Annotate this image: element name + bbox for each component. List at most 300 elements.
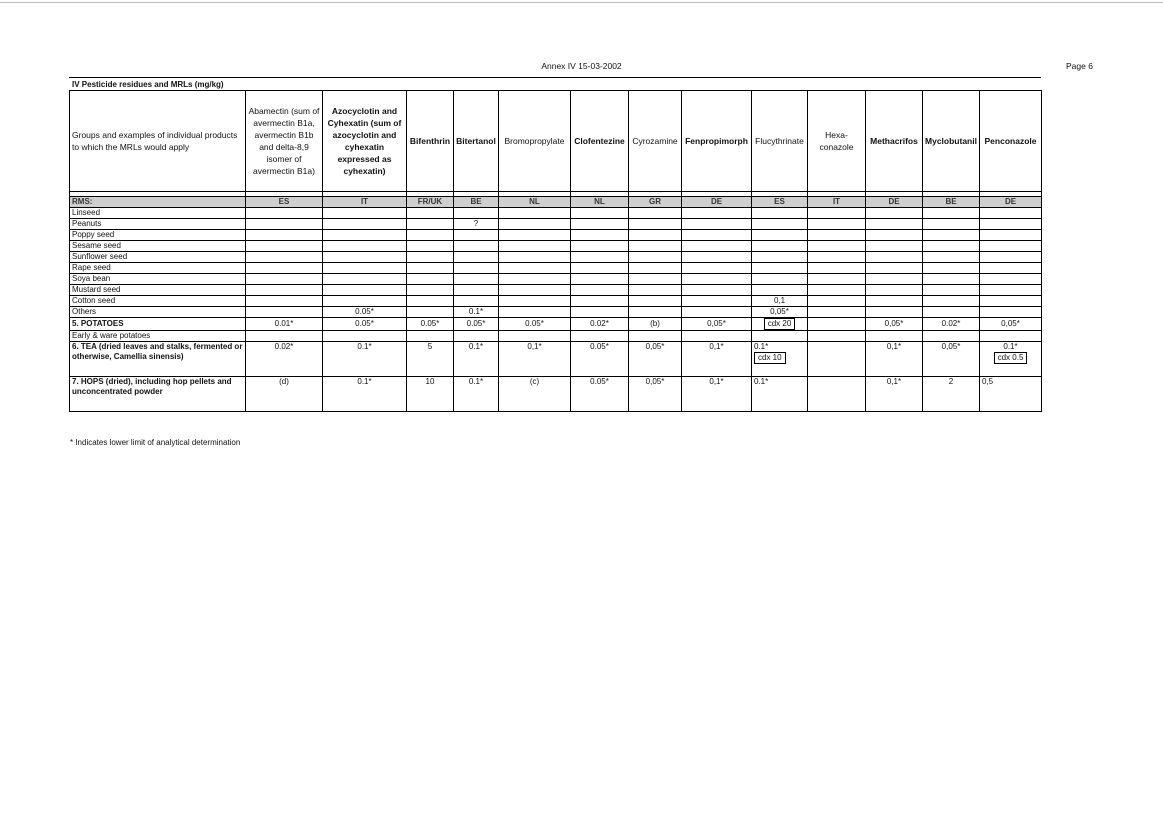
mrl-value-cell: [866, 285, 923, 296]
mrl-value-cell: [571, 208, 629, 219]
mrl-value-cell: [407, 296, 454, 307]
mrl-value-cell: [629, 263, 682, 274]
mrl-value-cell: [682, 241, 752, 252]
mrl-value-cell: [246, 219, 323, 230]
table-caption: IV Pesticide residues and MRLs (mg/kg): [72, 80, 224, 89]
mrl-value-cell: [407, 230, 454, 241]
rms-cell: DE: [866, 197, 923, 208]
product-label: Cotton seed: [72, 296, 116, 305]
mrl-value-cell: [866, 318, 923, 331]
mrl-value-cell: [866, 377, 923, 412]
product-cell: [70, 274, 246, 285]
mrl-value-cell: [866, 274, 923, 285]
mrl-value-cell: [407, 377, 454, 412]
mrl-value-cell: [752, 331, 808, 342]
mrl-value-cell: [866, 296, 923, 307]
mrl-value-cell: [808, 377, 866, 412]
mrl-value: 0.1*: [754, 342, 769, 351]
mrl-value-cell: [923, 318, 980, 331]
mrl-value-cell: [454, 331, 499, 342]
mrl-value-cell: [499, 263, 571, 274]
header-rule: [69, 77, 1041, 78]
mrl-value-cell: [980, 230, 1042, 241]
column-header-row: [70, 91, 1042, 192]
product-cell: [70, 252, 246, 263]
mrl-value: 0.1*: [357, 377, 372, 386]
product-cell: [70, 342, 246, 377]
mrl-value: ?: [473, 219, 479, 228]
mrl-value: 2: [948, 377, 954, 386]
mrl-value-cell: [808, 252, 866, 263]
mrl-value-cell: [682, 285, 752, 296]
footnote: * Indicates lower limit of analytical determination: [70, 438, 241, 447]
mrl-value-cell: [323, 318, 407, 331]
rms-cell: DE: [980, 197, 1042, 208]
mrl-value-cell: [323, 219, 407, 230]
mrl-value: 0.05*: [590, 342, 609, 351]
mrl-value-cell: [246, 274, 323, 285]
mrl-value: 0.05*: [355, 307, 374, 316]
mrl-value: 0.1*: [357, 342, 372, 351]
mrl-value-cell: [682, 219, 752, 230]
mrl-value: (c): [529, 377, 540, 386]
mrl-value-cell: [752, 377, 808, 412]
mrl-value-cell: [682, 296, 752, 307]
mrl-value-cell: [980, 263, 1042, 274]
table-row: [70, 307, 1042, 318]
mrl-value-cell: [980, 274, 1042, 285]
mrl-value-cell: [682, 331, 752, 342]
mrl-value-cell: [246, 208, 323, 219]
mrl-value-cell: [323, 285, 407, 296]
product-label: Linseed: [72, 208, 101, 217]
mrl-value-cell: [499, 296, 571, 307]
mrl-value-cell: [808, 230, 866, 241]
mrl-value-cell: [682, 263, 752, 274]
rms-cell: BE: [923, 197, 980, 208]
mrl-value: 0,05*: [941, 342, 961, 351]
mrl-value-cell: [923, 230, 980, 241]
mrl-value-cell: [323, 377, 407, 412]
mrl-value-cell: [454, 252, 499, 263]
mrl-value-cell: [980, 318, 1042, 331]
mrl-value: 0,05*: [884, 319, 904, 328]
mrl-value: 0.05*: [420, 319, 440, 328]
mrl-value: 0.02*: [590, 319, 609, 328]
column-header-methacrifos: Methacrifos: [866, 91, 923, 192]
rms-cell: FR/UK: [407, 197, 454, 208]
mrl-value-cell: [323, 230, 407, 241]
mrl-value-cell: [866, 331, 923, 342]
column-header-penconazole: Penconazole: [980, 91, 1042, 192]
mrl-value-cell: [323, 241, 407, 252]
mrl-value-cell: [682, 252, 752, 263]
mrl-value-cell: [571, 318, 629, 331]
rms-cell: NL: [571, 197, 629, 208]
mrl-value-cell: [752, 208, 808, 219]
mrl-value-cell: [323, 208, 407, 219]
product-label: Peanuts: [72, 219, 102, 228]
mrl-value-cell: [246, 342, 323, 377]
table-row: [70, 296, 1042, 307]
mrl-value-cell: [866, 208, 923, 219]
mrl-value-cell: [866, 241, 923, 252]
mrl-value-cell: [323, 342, 407, 377]
table-row: [70, 318, 1042, 331]
mrl-value: (d): [279, 377, 289, 386]
mrl-value: 0.1*: [754, 377, 769, 386]
mrl-value-cell: [752, 296, 808, 307]
mrl-value-cell: [454, 296, 499, 307]
column-header-flucythrinate: Flucythrinate: [752, 91, 808, 192]
rms-cell: BE: [454, 197, 499, 208]
table-row: [70, 285, 1042, 296]
mrl-value-cell: [866, 307, 923, 318]
mrl-value: 0.02*: [274, 342, 294, 351]
mrl-value-cell: [752, 274, 808, 285]
rms-row: [70, 197, 1042, 208]
table-row: [70, 252, 1042, 263]
mrl-value-cell: [808, 241, 866, 252]
product-label: Soya bean: [72, 274, 111, 283]
mrl-value-cell: [407, 318, 454, 331]
mrl-value: 0,05*: [645, 342, 665, 351]
mrl-value-cell: [808, 274, 866, 285]
mrl-value-cell: [629, 241, 682, 252]
mrl-value-cell: [980, 241, 1042, 252]
mrl-value: 0,1*: [527, 342, 542, 351]
mrl-value-cell: [571, 252, 629, 263]
mrl-value-cell: [454, 241, 499, 252]
column-header-clofentezine: Clofentezine: [571, 91, 629, 192]
mrl-value-cell: [866, 252, 923, 263]
cdx-annotation-box: cdx 0.5: [994, 352, 1028, 364]
mrl-value: 0,05*: [707, 319, 726, 328]
mrl-value: 0.01*: [274, 319, 294, 328]
product-cell: [70, 263, 246, 274]
mrl-value-cell: [246, 263, 323, 274]
product-cell: [70, 230, 246, 241]
mrl-value-cell: [454, 307, 499, 318]
mrl-value-cell: [752, 285, 808, 296]
table-row: [70, 263, 1042, 274]
mrl-value-cell: [571, 307, 629, 318]
mrl-value: 0.1*: [1003, 342, 1018, 351]
mrl-value-cell: [246, 377, 323, 412]
mrl-value-cell: [571, 241, 629, 252]
table-row: [70, 274, 1042, 285]
mrl-value-cell: [808, 331, 866, 342]
mrl-value-cell: [246, 296, 323, 307]
product-label: Poppy seed: [72, 230, 115, 239]
mrl-value-cell: [571, 342, 629, 377]
mrl-value-cell: [682, 318, 752, 331]
mrl-value-cell: [499, 342, 571, 377]
mrl-value-cell: [499, 331, 571, 342]
mrl-value-cell: [980, 331, 1042, 342]
product-label: Mustard seed: [72, 285, 121, 294]
mrl-value: 0,1*: [886, 377, 902, 386]
mrl-value-cell: [752, 230, 808, 241]
mrl-value-cell: [323, 296, 407, 307]
mrl-value-cell: [980, 219, 1042, 230]
mrl-value: 0,1: [773, 296, 786, 305]
rms-cell: GR: [629, 197, 682, 208]
cdx-annotation-box: cdx 10: [754, 352, 786, 364]
mrl-value: 0,1*: [709, 342, 724, 351]
mrl-value-cell: [808, 307, 866, 318]
mrl-value-cell: [499, 307, 571, 318]
mrl-value-cell: [323, 307, 407, 318]
mrl-value-cell: [571, 296, 629, 307]
mrl-value-cell: [571, 331, 629, 342]
mrl-value-cell: [454, 219, 499, 230]
table-row: [70, 230, 1042, 241]
rms-cell: NL: [499, 197, 571, 208]
product-label: 6. TEA (dried leaves and stalks, fermented or otherwise, Camellia sinensis): [72, 342, 243, 361]
mrl-value-cell: [499, 285, 571, 296]
mrl-value-cell: [752, 263, 808, 274]
mrl-value: 10: [425, 377, 435, 386]
mrl-value-cell: [454, 377, 499, 412]
mrl-value: 0.05*: [466, 319, 486, 328]
column-header-fenpropimorph: Fenpropimorph: [682, 91, 752, 192]
mrl-value-cell: [629, 274, 682, 285]
mrl-value-cell: [571, 274, 629, 285]
mrl-value: 0.1*: [468, 377, 484, 386]
mrl-value-cell: [923, 307, 980, 318]
mrl-value: 0.1*: [468, 307, 484, 316]
product-cell: [70, 296, 246, 307]
mrl-value: 0,05*: [645, 377, 665, 386]
mrl-value-cell: [246, 331, 323, 342]
mrl-value-cell: [499, 219, 571, 230]
mrl-value-cell: [923, 252, 980, 263]
mrl-value-cell: [407, 208, 454, 219]
product-cell: [70, 219, 246, 230]
product-cell: [70, 285, 246, 296]
mrl-value: 0,5: [982, 377, 994, 386]
mrl-value: 0.02*: [941, 319, 961, 328]
mrl-value-cell: [752, 219, 808, 230]
mrl-value: 0,05*: [770, 307, 789, 316]
mrl-value-cell: [752, 318, 808, 331]
mrl-value-cell: [454, 274, 499, 285]
product-cell: [70, 241, 246, 252]
mrl-value-cell: [629, 208, 682, 219]
mrl-value-cell: [629, 230, 682, 241]
mrl-value-cell: [923, 208, 980, 219]
mrl-value: 0,1*: [886, 342, 902, 351]
table-row: [70, 377, 1042, 412]
cdx-annotation-box: cdx 20: [764, 318, 796, 330]
mrl-value-cell: [629, 307, 682, 318]
table-row: [70, 342, 1042, 377]
table-row: [70, 331, 1042, 342]
scan-edge-line: [0, 2, 1163, 3]
mrl-value-cell: [752, 307, 808, 318]
mrl-value-cell: [980, 296, 1042, 307]
mrl-value-cell: [407, 274, 454, 285]
mrl-value: 5: [427, 342, 433, 351]
mrl-value-cell: [407, 241, 454, 252]
rms-cell: DE: [682, 197, 752, 208]
mrl-value: 0,1*: [709, 377, 724, 386]
mrl-value-cell: [571, 263, 629, 274]
rms-cell: RMS:: [70, 197, 246, 208]
mrl-value-cell: [808, 285, 866, 296]
mrl-value-cell: [629, 377, 682, 412]
mrl-value-cell: [923, 377, 980, 412]
mrl-value: 0.1*: [468, 342, 484, 351]
mrl-value-cell: [499, 274, 571, 285]
product-cell: [70, 318, 246, 331]
product-label: Early & ware potatoes: [72, 331, 151, 340]
mrl-value-cell: [454, 285, 499, 296]
mrl-value-cell: [752, 342, 808, 377]
mrl-value-cell: [499, 241, 571, 252]
mrl-value-cell: [923, 219, 980, 230]
mrl-value-cell: [407, 263, 454, 274]
rms-cell: IT: [808, 197, 866, 208]
mrl-value-cell: [323, 263, 407, 274]
mrl-value-cell: [682, 307, 752, 318]
mrl-value-cell: [629, 331, 682, 342]
mrl-value-cell: [454, 318, 499, 331]
column-header-bifenthrin: Bifenthrin: [407, 91, 454, 192]
mrl-value-cell: [923, 263, 980, 274]
mrl-value-cell: [866, 342, 923, 377]
mrl-value-cell: [407, 285, 454, 296]
mrl-value-cell: [571, 285, 629, 296]
mrl-value-cell: [752, 241, 808, 252]
column-header-myclobutanil: Myclobutanil: [923, 91, 980, 192]
mrl-value-cell: [571, 219, 629, 230]
table-row: [70, 219, 1042, 230]
rms-cell: IT: [323, 197, 407, 208]
mrl-value-cell: [808, 342, 866, 377]
product-label: 7. HOPS (dried), including hop pellets and unconcentrated powder: [72, 377, 232, 396]
column-header-bromopropylate: Bromopropylate: [499, 91, 571, 192]
product-label: Sesame seed: [72, 241, 121, 250]
mrl-value-cell: [499, 377, 571, 412]
column-header-groups: Groups and examples of individual products to which the MRLs would apply: [70, 91, 246, 192]
mrl-value-cell: [923, 296, 980, 307]
mrl-value-cell: [866, 263, 923, 274]
mrl-value-cell: [246, 241, 323, 252]
mrl-value: 0.05*: [590, 377, 609, 386]
mrl-table: [69, 90, 1042, 412]
mrl-value-cell: [407, 252, 454, 263]
page-number: Page 6: [1066, 61, 1093, 71]
product-cell: [70, 307, 246, 318]
mrl-value-cell: [682, 230, 752, 241]
mrl-value-cell: [980, 285, 1042, 296]
mrl-value-cell: [866, 230, 923, 241]
mrl-value-cell: [407, 331, 454, 342]
column-header-azocyclotin: Azocyclotin and Cyhexatin (sum of azocyclotin and cyhexatin expressed as cyhexatin): [323, 91, 407, 192]
mrl-value-cell: [808, 263, 866, 274]
mrl-value-cell: [454, 208, 499, 219]
mrl-value-cell: [571, 377, 629, 412]
mrl-value-cell: [682, 377, 752, 412]
mrl-value-cell: [407, 342, 454, 377]
mrl-value-cell: [571, 230, 629, 241]
mrl-value-cell: [629, 252, 682, 263]
mrl-value-cell: [407, 219, 454, 230]
mrl-value-cell: [682, 274, 752, 285]
mrl-value-cell: [980, 252, 1042, 263]
product-label: Sunflower seed: [72, 252, 128, 261]
mrl-value-cell: [246, 285, 323, 296]
mrl-value-cell: [323, 252, 407, 263]
mrl-value-cell: [323, 331, 407, 342]
mrl-value: (b): [650, 319, 660, 328]
mrl-value-cell: [682, 342, 752, 377]
mrl-value-cell: [323, 274, 407, 285]
product-label: Rape seed: [72, 263, 111, 272]
mrl-value-cell: [246, 318, 323, 331]
rms-cell: ES: [752, 197, 808, 208]
mrl-value-cell: [499, 230, 571, 241]
rms-cell: ES: [246, 197, 323, 208]
mrl-value-cell: [246, 307, 323, 318]
mrl-value: 0.05*: [355, 319, 374, 328]
mrl-value-cell: [980, 208, 1042, 219]
table-row: [70, 208, 1042, 219]
mrl-value-cell: [923, 342, 980, 377]
mrl-value-cell: [980, 342, 1042, 377]
mrl-value-cell: [246, 252, 323, 263]
mrl-value: 0.05*: [525, 319, 544, 328]
mrl-value-cell: [808, 296, 866, 307]
product-label: Others: [72, 307, 97, 316]
mrl-value-cell: [629, 296, 682, 307]
mrl-value-cell: [629, 342, 682, 377]
mrl-value-cell: [752, 252, 808, 263]
column-header-bitertanol: Bitertanol: [454, 91, 499, 192]
mrl-value-cell: [246, 230, 323, 241]
product-label: 5. POTATOES: [72, 319, 124, 328]
document-header-title: Annex IV 15-03-2002: [541, 61, 622, 71]
mrl-value-cell: [808, 208, 866, 219]
mrl-value-cell: [923, 274, 980, 285]
mrl-value-cell: [808, 219, 866, 230]
mrl-value-cell: [454, 263, 499, 274]
mrl-value-cell: [682, 208, 752, 219]
mrl-value-cell: [499, 318, 571, 331]
mrl-value-cell: [629, 285, 682, 296]
product-cell: [70, 377, 246, 412]
mrl-value-cell: [923, 331, 980, 342]
table-row: [70, 241, 1042, 252]
mrl-value-cell: [923, 285, 980, 296]
column-header-abamectin: Abamectin (sum of avermectin B1a, avermectin B1b and delta-8,9 isomer of avermectin B1a): [246, 91, 323, 192]
mrl-value-cell: [499, 252, 571, 263]
mrl-value: 0,05*: [1001, 319, 1020, 328]
mrl-value-cell: [629, 219, 682, 230]
column-header-hexaconazole: Hexa-conazole: [808, 91, 866, 192]
mrl-value-cell: [499, 208, 571, 219]
mrl-value-cell: [454, 342, 499, 377]
column-header-cyrozamine: Cyrozamine: [629, 91, 682, 192]
mrl-value-cell: [923, 241, 980, 252]
mrl-value-cell: [980, 377, 1042, 412]
mrl-value-cell: [866, 219, 923, 230]
mrl-value-cell: [454, 230, 499, 241]
mrl-value-cell: [407, 307, 454, 318]
product-cell: [70, 208, 246, 219]
